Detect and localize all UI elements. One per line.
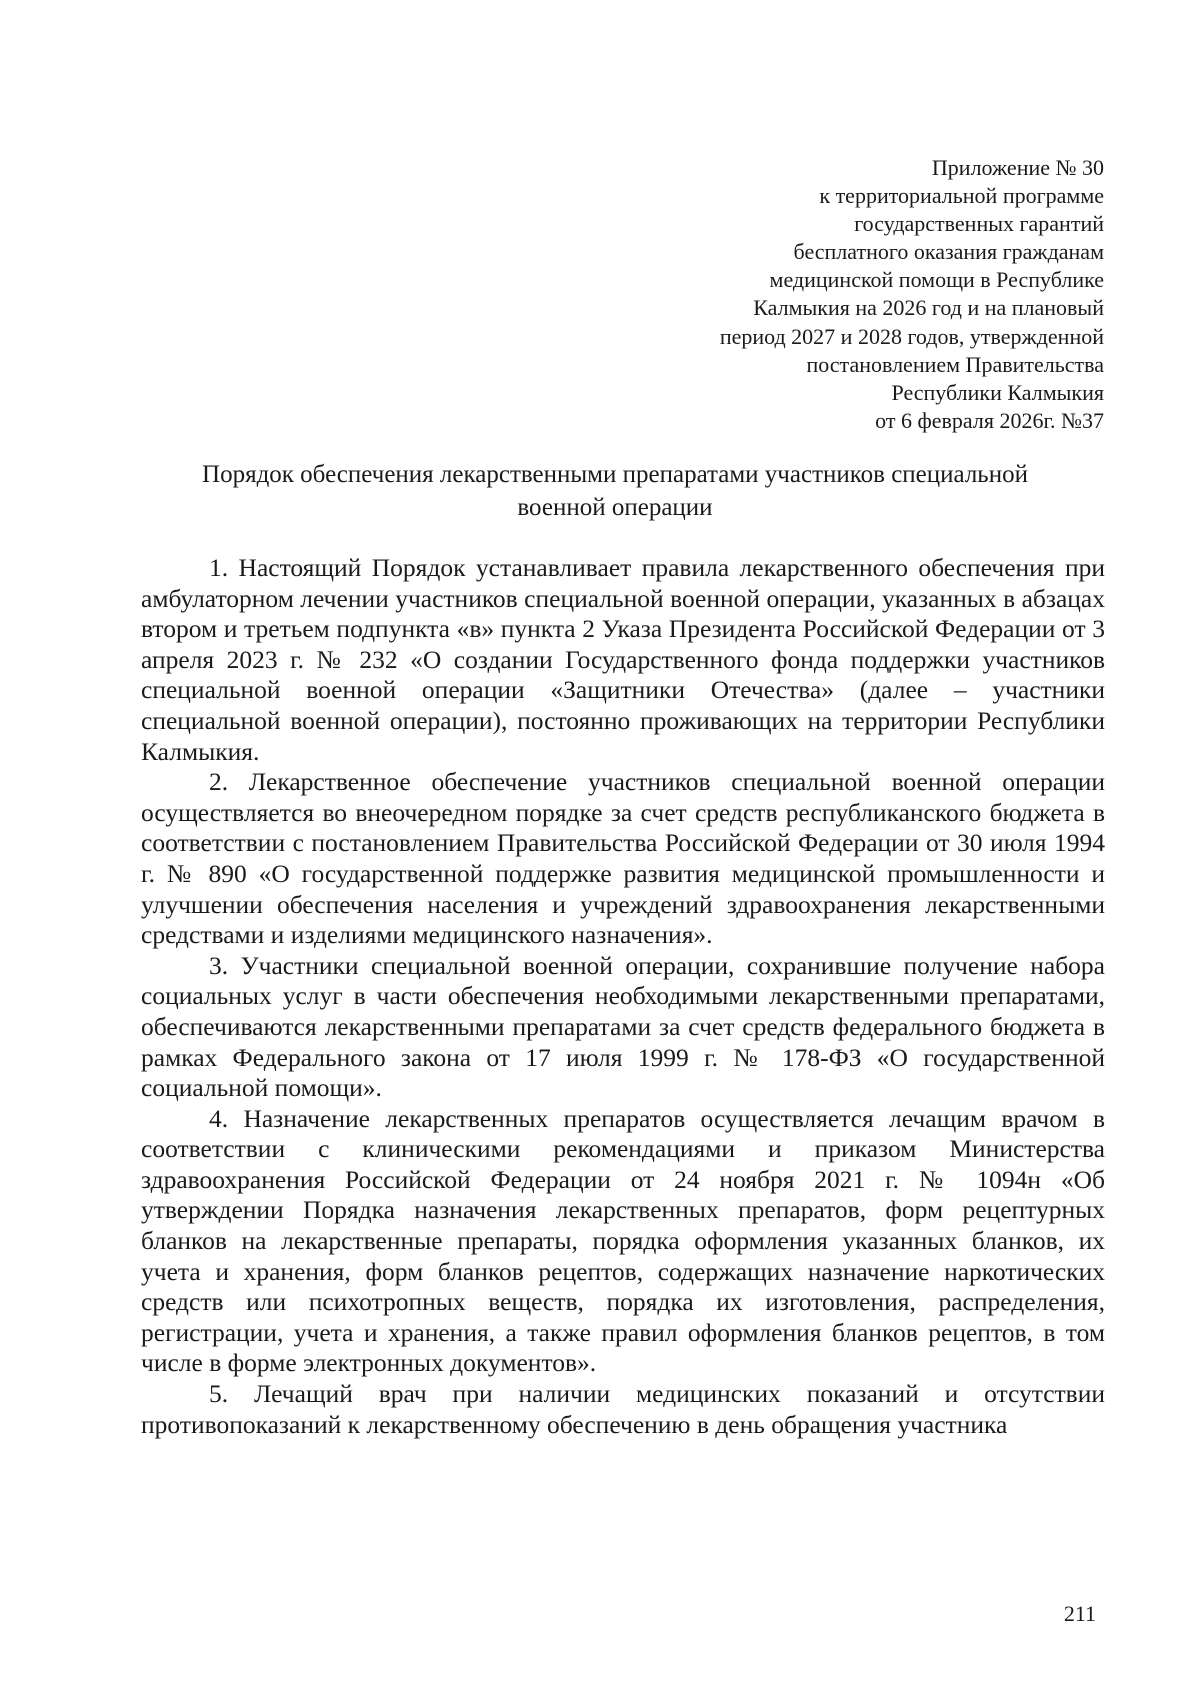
paragraph-4: 4. Назначение лекарственных препаратов осуществляется лечащим врачом в соответствии с клиническими рекомендациями и приказом Министерства здравоохранения Российской Федерации от 24 ноября 2021 г. № 1094н «Об утверждении Порядка назначения лекарственных препаратов, форм рецептурных бланков на лекарственные препараты, порядка оформления указанных бланков, их учета и хранения, форм бланков рецептов, содержащих назначение наркотических средств или психотропных веществ, порядка их изготовления, распределения, регистрации, учета и хранения, а также правил оформления бланков рецептов, в том числе в форме электронных документов». — [141, 1103, 1105, 1378]
title-line-2: военной операции — [517, 494, 713, 521]
appendix-line: Приложение № 30 — [931, 155, 1104, 180]
paragraph-2: 2. Лекарственное обеспечение участников специальной военной операции осуществляется во внеочередном порядке за счет средств республиканского бюджета в соответствии с постановлением Правительства Российской Федерации от 30 июля 1994 г. № 890 «О государственной поддержке развития медицинской промышленности и улучшении обеспечения населения и учреждений здравоохранения лекарственными средствами и изделиями медицинского назначения». — [141, 767, 1105, 950]
paragraph-3: 3. Участники специальной военной операции, сохранившие получение набора социальных услуг в части обеспечения необходимыми лекарственными препаратами, обеспечиваются лекарственными препаратами за счет средств федерального бюджета в рамках Федерального закона от 17 июля 1999 г. № 178-ФЗ «О государственной социальной помощи». — [141, 950, 1105, 1103]
appendix-line: медицинской помощи в Республике — [769, 267, 1104, 293]
appendix-line: бесплатного оказания гражданам — [793, 239, 1104, 265]
appendix-line: постановлением Правительства — [806, 351, 1104, 377]
appendix-line: Республики Калмыкия — [891, 379, 1104, 405]
paragraph-1: 1. Настоящий Порядок устанавливает правила лекарственного обеспечения при амбулаторном лечении участников специальной военной операции, указанных в абзацах втором и третьем подпункта «в» пункта 2 Указа Президента Российской Федерации от 3 апреля 2023 г. № 232 «О создании Государственного фонда поддержки участников специальной военной операции «Защитники Отечества» (далее – участники специальной военной операции), постоянно проживающих на территории Республики Калмыкия. — [141, 553, 1105, 766]
appendix-line: период 2027 и 2028 годов, утвержденной — [719, 323, 1104, 349]
appendix-line: к территориальной программе — [819, 183, 1104, 209]
appendix-line: Калмыкия на 2026 год и на плановый — [753, 295, 1104, 321]
document-body — [141, 553, 1105, 1440]
appendix-line: от 6 февраля 2026г. №37 — [875, 407, 1104, 433]
appendix-header — [584, 154, 1104, 435]
document-title — [120, 458, 1110, 524]
paragraph-5: 5. Лечащий врач при наличии медицинских показаний и отсутствии противопоказаний к лекарственному обеспечению в день обращения участника — [141, 1379, 1105, 1439]
appendix-line: государственных гарантий — [854, 211, 1104, 237]
title-line-1: Порядок обеспечения лекарственными препаратами участников специальной — [202, 461, 1028, 488]
page-number: 211 — [1063, 1601, 1096, 1626]
